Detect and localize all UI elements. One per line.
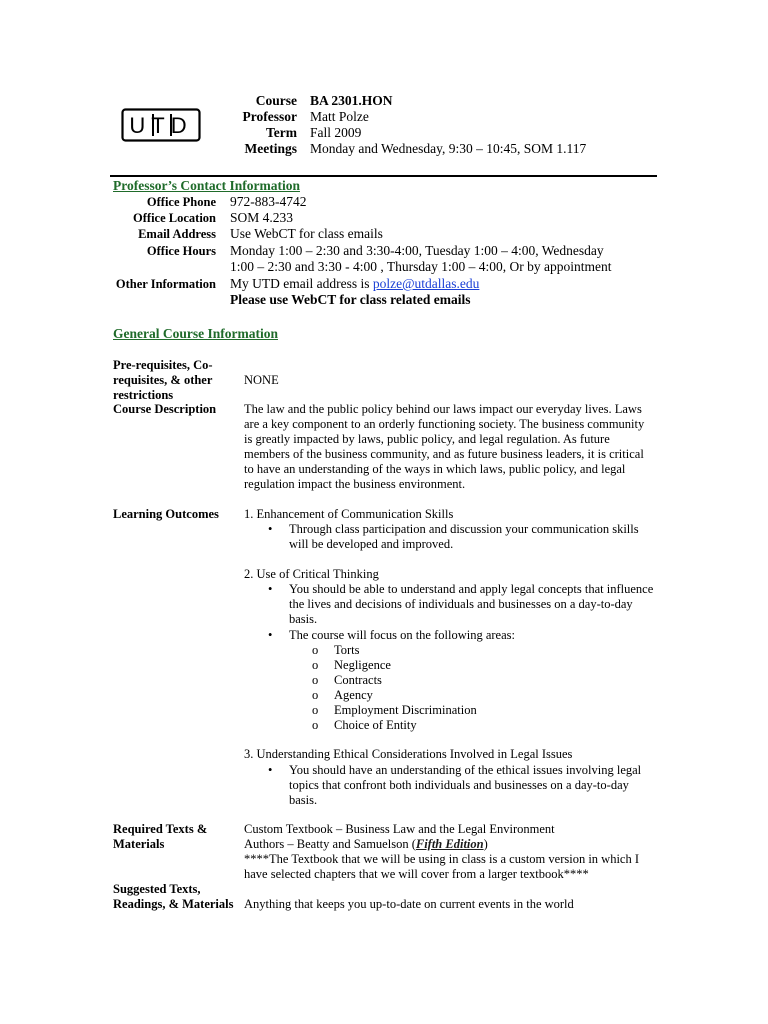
area-text: Contracts — [334, 673, 382, 687]
outcome-2-bullet-2-text: The course will focus on the following areas: — [289, 628, 515, 642]
outcome-1-bullet-text: Through class participation and discussion your communication skills will be developed and improved. — [289, 522, 639, 551]
circle-bullet-icon: o — [312, 658, 319, 672]
area-text: Choice of Entity — [334, 718, 417, 732]
office-hours-label: Office Hours — [146, 244, 216, 258]
other-info-value — [230, 276, 645, 309]
office-hours-line1: Monday 1:00 – 2:30 and 3:30-4:00, Tuesday 1:00 – 4:00, Wednesday — [230, 243, 604, 258]
term-label: Term — [266, 125, 297, 140]
area-item — [312, 703, 477, 718]
textbook-line: Custom Textbook – Business Law and the Legal Environment — [244, 822, 555, 836]
course-description-label: Course Description — [113, 402, 217, 416]
area-item — [312, 643, 360, 658]
suggested-texts-label: Suggested Texts, Readings, & Materials — [113, 882, 234, 911]
prereq-value: NONE — [244, 373, 279, 387]
prereq-label: Pre-requisites, Co-requisites, & other restrictions — [113, 358, 213, 402]
outcome-2-bullet-1 — [266, 582, 656, 627]
suggested-texts-value: Anything that keeps you up-to-date on current events in the world — [244, 897, 574, 911]
authors-suffix: ) — [483, 837, 488, 851]
circle-bullet-icon: o — [312, 703, 319, 717]
office-phone-label: Office Phone — [146, 195, 216, 209]
area-text: Employment Discrimination — [334, 703, 477, 717]
meetings-label: Meetings — [244, 141, 297, 156]
email-row — [100, 226, 645, 242]
circle-bullet-icon: o — [312, 718, 319, 732]
other-info-label: Other Information — [115, 277, 216, 291]
term-value: Fall 2009 — [310, 125, 362, 140]
bullet-dot-icon: • — [268, 522, 273, 536]
area-item — [312, 718, 417, 733]
meetings-row — [200, 141, 586, 157]
office-location-row — [100, 210, 645, 226]
outcome-2-heading: 2. Use of Critical Thinking — [244, 567, 379, 581]
other-info-prefix: My UTD email address is — [230, 276, 373, 291]
edition-text: Fifth Edition — [415, 837, 484, 851]
bullet-dot-icon: • — [268, 582, 273, 596]
circle-bullet-icon: o — [312, 673, 319, 687]
course-value: BA 2301.HON — [310, 93, 393, 108]
email-label: Email Address — [138, 227, 216, 241]
outcome-2-bullet-2 — [266, 628, 656, 643]
term-row — [200, 125, 361, 141]
utd-logo-text: UTD — [129, 113, 193, 138]
learning-outcomes-label: Learning Outcomes — [113, 507, 219, 521]
bullet-dot-icon: • — [268, 628, 273, 642]
office-hours-line2: 1:00 – 2:30 and 3:30 - 4:00 , Thursday 1:00 – 4:00, Or by appointment — [230, 259, 612, 275]
utd-logo — [121, 108, 201, 142]
email-value: Use WebCT for class emails — [230, 226, 383, 241]
circle-bullet-icon: o — [312, 643, 319, 657]
area-text: Torts — [334, 643, 360, 657]
authors-prefix: Authors – Beatty and Samuelson ( — [244, 837, 416, 851]
outcome-1-heading: 1. Enhancement of Communication Skills — [244, 507, 454, 521]
professor-value: Matt Polze — [310, 109, 369, 124]
outcome-3-heading: 3. Understanding Ethical Considerations Involved in Legal Issues — [244, 747, 573, 761]
required-texts-value — [244, 822, 654, 882]
contact-section-title: Professor’s Contact Information — [113, 178, 300, 193]
area-item — [312, 673, 382, 688]
meetings-value: Monday and Wednesday, 9:30 – 10:45, SOM 1.117 — [310, 141, 587, 156]
outcome-3-bullet — [266, 763, 656, 808]
area-item — [312, 688, 373, 703]
outcome-2-bullet-1-text: You should be able to understand and apply legal concepts that influence the lives and decisions of individuals and businesses on a day-to-day basis. — [289, 582, 654, 626]
header-divider — [110, 175, 657, 177]
course-row — [200, 93, 393, 109]
circle-bullet-icon: o — [312, 688, 319, 702]
area-item — [312, 658, 391, 673]
area-text: Negligence — [334, 658, 391, 672]
general-section-title: General Course Information — [113, 326, 278, 341]
outcome-3-bullet-text: You should have an understanding of the ethical issues involving legal topics that confront both individuals and businesses on a day-to-day basis. — [289, 763, 642, 807]
area-text: Agency — [334, 688, 373, 702]
office-phone-value: 972-883-4742 — [230, 194, 307, 209]
other-info-row — [100, 276, 645, 309]
outcome-1-bullet — [266, 522, 656, 552]
webct-note: Please use WebCT for class related emails — [230, 292, 471, 308]
professor-email-link[interactable]: polze@utdallas.edu — [372, 276, 480, 291]
office-location-value: SOM 4.233 — [230, 210, 294, 225]
office-hours-row — [100, 243, 645, 276]
professor-label: Professor — [242, 109, 297, 124]
office-phone-row — [100, 194, 645, 210]
required-texts-label: Required Texts & Materials — [113, 822, 208, 851]
professor-row — [200, 109, 369, 125]
course-label: Course — [255, 93, 297, 108]
office-location-label: Office Location — [133, 211, 216, 225]
custom-textbook-note: ****The Textbook that we will be using in class is a custom version in which I have selected chapters that we will cover from a larger textbook**** — [244, 852, 640, 881]
course-description-value: The law and the public policy behind our laws impact our everyday lives. Laws are a key component to an orderly functioning society. The business community is greatly impacted by laws, public policy, and legal regulation. As future members of the business community, and as future business leaders, it is critical to have an understanding of the ways in which laws, public policy, and legal regulation impact the business environment. — [244, 402, 645, 491]
office-hours-value — [230, 243, 645, 276]
bullet-dot-icon: • — [268, 763, 273, 777]
